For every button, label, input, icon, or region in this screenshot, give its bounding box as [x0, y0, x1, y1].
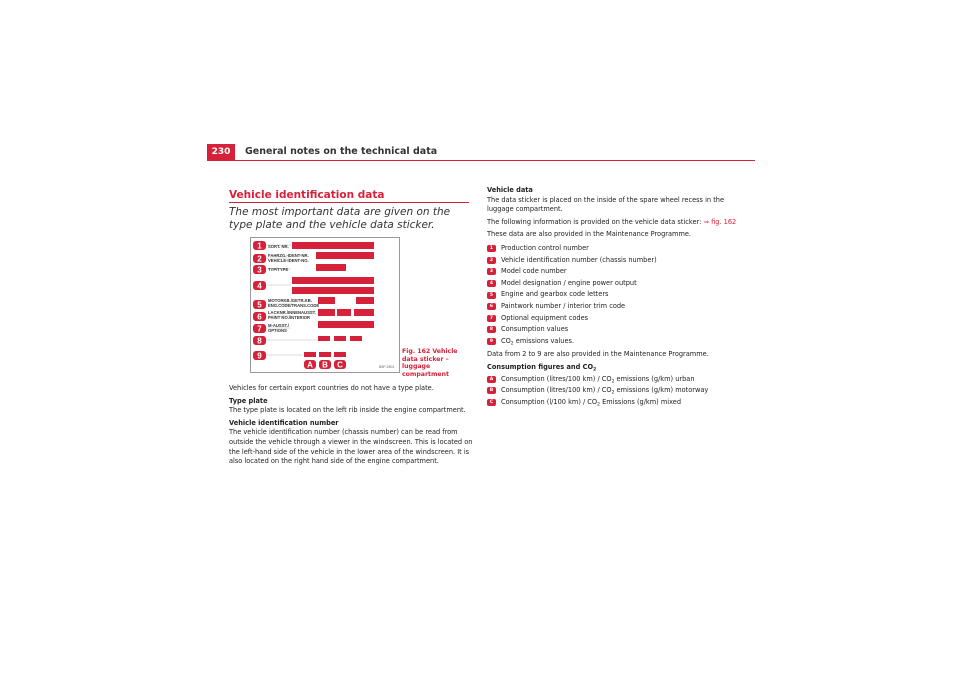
list-item: [487, 397, 737, 409]
list-item-text: $CO_2$ emissions values.: [501, 336, 575, 347]
list-item: [487, 255, 737, 267]
list-item: [487, 324, 737, 336]
section-divider: [229, 202, 469, 203]
vehicle-data-heading: Vehicle data: [487, 186, 533, 194]
page-header: [207, 144, 755, 160]
type-plate-text: The type plate is located on the left rib inside the engine compartment.: [229, 406, 466, 415]
list-item-text: Optional equipment codes: [501, 313, 589, 322]
badge-5-icon: 5: [487, 292, 496, 299]
sticker-location-text: The data sticker is placed on the inside of the spare wheel recess in the luggage compartment.: [487, 195, 725, 214]
number-6: 6: [257, 312, 262, 322]
left-column: [229, 384, 474, 470]
vin-block: [229, 419, 474, 467]
type-plate-heading: Type plate: [229, 396, 268, 405]
letter-c: C: [337, 360, 343, 370]
list-item: [487, 278, 737, 290]
maintenance-note: These data are also provided in the Maintenance Programme.: [487, 230, 692, 239]
figure-vehicle-data-sticker: [250, 237, 400, 373]
number-3: 3: [257, 265, 262, 275]
badge-1-icon: 1: [487, 245, 496, 252]
list-item-text: Model code number: [501, 267, 567, 276]
list-item-text: Engine and gearbox code letters: [501, 290, 609, 299]
chapter-title: General notes on the technical data: [245, 146, 438, 157]
list-item-text: Consumption (litres/100 $km) / CO_2$ emissions (g/km) urban: [501, 374, 695, 384]
badge-8-icon: 8: [487, 326, 496, 333]
header-divider: [207, 160, 755, 161]
badge-4-icon: 4: [487, 280, 496, 287]
label-m-ausst: M-AUSST./: [268, 323, 289, 328]
badge-b-icon: B: [487, 387, 496, 394]
list-item-text: Production control number: [501, 243, 589, 252]
list-item-text: Consumption (l/100 $km) / CO_2$ Emissions (g/km) mixed: [501, 397, 682, 408]
number-2: 2: [257, 254, 262, 264]
list-item: [487, 313, 737, 325]
figure-code: B5P-0501: [379, 365, 395, 369]
badge-2-icon: 2: [487, 257, 496, 264]
badge-9-icon: 9: [487, 338, 496, 345]
list-item-text: Vehicle identification number (chassis number): [501, 255, 657, 264]
label-lacknr: LACKNR./INNENAUSST.: [268, 310, 316, 315]
vehicle-data-block: [487, 186, 737, 215]
type-plate-block: [229, 397, 474, 416]
list-item: [487, 336, 737, 348]
figure-caption: Fig. 162 Vehicle data sticker – luggage compartment: [402, 348, 458, 378]
number-7: 7: [257, 324, 262, 334]
list-item-text: Consumption values: [501, 325, 569, 334]
vin-text: The vehicle identification number (chassis number) can be read from outside the vehicle through a viewer in the windscreen. This is located on the left-hand side of the vehicle in the lower area of the windscreen. It is also located on the right hand side of the engine compartment.: [229, 428, 473, 466]
list-item: [487, 374, 737, 386]
badge-a-icon: A: [487, 376, 496, 383]
number-1: 1: [257, 241, 262, 251]
label-fahrzg: FAHRZG.-IDENT-NR.: [268, 253, 309, 258]
sticker-illustration: [251, 238, 399, 372]
consumption-heading: Consumption figures and $CO_2$: [487, 362, 597, 373]
export-note: Vehicles for certain export countries do not have a type plate.: [229, 384, 434, 392]
list-item-text: Model designation / engine power output: [501, 278, 637, 287]
label-typ: TYP/TYPE: [268, 267, 289, 272]
number-8: 8: [257, 336, 262, 346]
section-title: Vehicle identification data: [229, 189, 385, 201]
label-sort-nr: SORT. NR.: [268, 244, 289, 249]
page-number: 230: [207, 144, 235, 160]
list-item-text: Consumption (litres/100 $km) / CO_2$ emissions (g/km) motorway: [501, 386, 709, 396]
letter-a: A: [307, 360, 313, 370]
sticker-items-list: [487, 243, 737, 347]
list-item: [487, 266, 737, 278]
list-item: [487, 289, 737, 301]
right-column: [487, 186, 737, 411]
sticker-info-text: [487, 218, 737, 228]
label-eng-code: ENG.CODE/TRANS.CODE: [268, 303, 320, 308]
sticker-info-lead: The following information is provided on the vehicle data sticker:: [487, 217, 702, 226]
label-paint-no: PAINT NO./INTERIOR: [268, 315, 311, 320]
list-item: [487, 243, 737, 255]
list-item: [487, 385, 737, 397]
badge-3-icon: 3: [487, 268, 496, 275]
figure-reference-link[interactable]: ⇒ fig. 162: [703, 217, 737, 226]
list-item-text: Paintwork number / interior trim code: [501, 301, 626, 310]
vin-heading: Vehicle identification number: [229, 418, 339, 427]
number-9: 9: [257, 351, 262, 361]
label-motorkb: MOTORKB./GETR.KB.: [268, 298, 312, 303]
badge-7-icon: 7: [487, 315, 496, 322]
consumption-list: [487, 374, 737, 409]
label-options: OPTIONS: [268, 328, 287, 333]
number-5: 5: [257, 300, 262, 310]
letter-b: B: [322, 360, 328, 370]
list-item: [487, 301, 737, 313]
badge-c-icon: C: [487, 399, 496, 406]
section-intro: The most important data are given on the type plate and the vehicle data sticker.: [229, 206, 451, 231]
label-vehicle-ident: VEHICLE-IDENT-NO.: [268, 258, 309, 263]
number-4: 4: [257, 281, 262, 291]
badge-6-icon: 6: [487, 303, 496, 310]
data-range-note: Data from 2 to 9 are also provided in the Maintenance Programme.: [487, 350, 709, 359]
